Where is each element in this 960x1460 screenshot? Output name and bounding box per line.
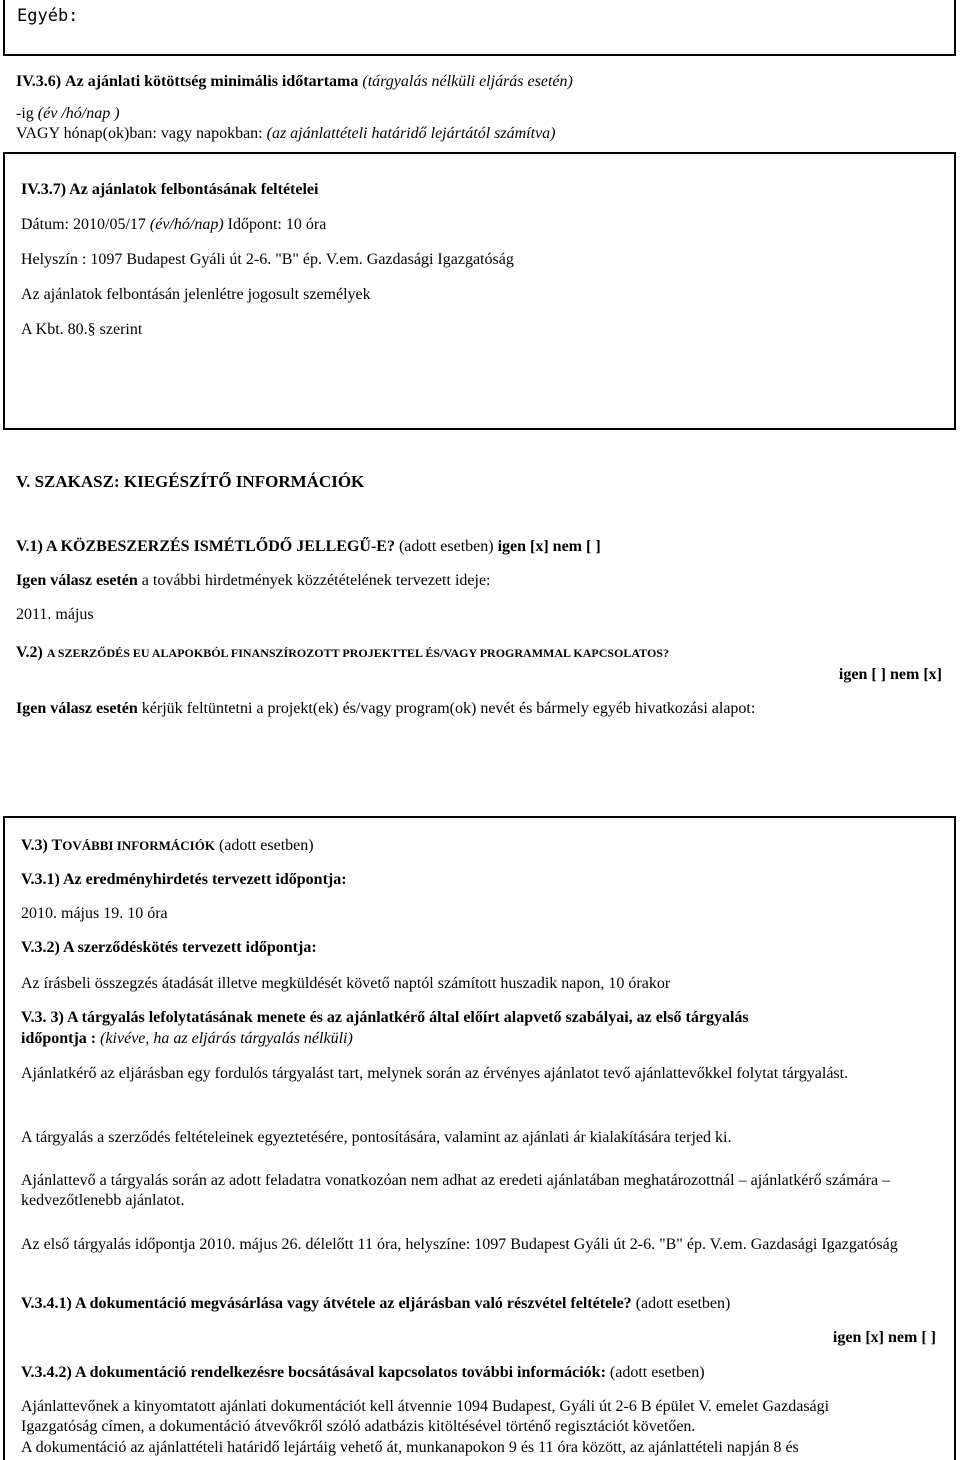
iv37-location: Helyszín : 1097 Budapest Gyáli út 2-6. "B" ép. V.em. Gazdasági Igazgatóság bbox=[21, 251, 514, 268]
v3-title: V.3) TOVÁBBI INFORMÁCIÓK (adott esetben) bbox=[21, 837, 314, 854]
v33-paragraph-4: Az első tárgyalás időpontja 2010. május 26. délelőtt 11 óra, helyszíne: 1097 Budapest Gyáli út 2-6. "B" ép. V.em. Gazdasági Igazgatóság bbox=[21, 1236, 898, 1253]
egyeb-box bbox=[3, 0, 956, 56]
iv36-line2: VAGY hónap(ok)ban: vagy napokban: (az ajánlattételi határidő lejártától számítva) bbox=[16, 125, 556, 142]
iv37-title: IV.3.7) Az ajánlatok felbontásának feltételei bbox=[21, 181, 319, 198]
v32-title: V.3.2) A szerződéskötés tervezett időpontja: bbox=[21, 939, 317, 956]
v342-paragraph-1: Ajánlattevőnek a kinyomtatott ajánlati dokumentációt kell átvennie 1094 Budapest, Gyáli út 2-6 B épület V. emelet Gazdasági Igazgatóság címen, a dokumentáció átvevőkről szóló adatbázis kitöltésével történő regisztációt követően. bbox=[21, 1398, 830, 1435]
v32-answer: Az írásbeli összegzés átadását illetve megküldését követő naptól számított huszadik napon, 10 órakor bbox=[21, 975, 671, 992]
v31-answer: 2010. május 19. 10 óra bbox=[21, 905, 168, 922]
section-iv36-title: IV.3.6) Az ajánlati kötöttség minimális időtartama (tárgyalás nélküli eljárás esetén) bbox=[16, 73, 573, 90]
v3-box bbox=[3, 816, 956, 1460]
v341-question: V.3.4.1) A dokumentáció megvásárlása vagy átvétele az eljárásban való részvétel feltétele? (adott esetben) bbox=[21, 1295, 731, 1312]
v2-yes-no: igen [ ] nem [x] bbox=[838, 666, 942, 683]
v1-question: V.1) A KÖZBESZERZÉS ISMÉTLŐDŐ JELLEGŰ-E? (adott esetben) igen [x] nem [ ] bbox=[16, 538, 601, 555]
v33-title-line1: V.3. 3) A tárgyalás lefolytatásának menete és az ajánlatkérő által előírt alapvető szabályai, az első tárgyalás bbox=[21, 1009, 749, 1026]
iv37-date: Dátum: 2010/05/17 (év/hó/nap) Időpont: 10 óra bbox=[21, 216, 327, 233]
v33-paragraph-1: Ajánlatkérő az eljárásban egy fordulós tárgyalást tart, melynek során az érvényes ajánlatot tevő ajánlattevőkkel folytat tárgyalást. bbox=[21, 1065, 849, 1082]
v33-paragraph-3: Ajánlattevő a tárgyalás során az adott feladatra vonatkozóan nem adhat az eredeti ajánlatában meghatározottnál – ajánlatkérő számára – kedvezőtlenebb ajánlatot. bbox=[21, 1172, 891, 1209]
v33-title-line2: időpontja : (kivéve, ha az eljárás tárgyalás nélküli) bbox=[21, 1030, 353, 1047]
v2-followup: Igen válasz esetén kérjük feltüntetni a projekt(ek) és/vagy program(ok) nevét és bármely egyéb hivatkozási alapot: bbox=[16, 700, 756, 717]
v33-paragraph-2: A tárgyalás a szerződés feltételeinek egyeztetésére, pontosítására, valamint az ajánlati ár kialakítására terjed ki. bbox=[21, 1129, 732, 1146]
section-v-title: V. SZAKASZ: KIEGÉSZÍTŐ INFORMÁCIÓK bbox=[16, 472, 365, 491]
egyeb-label: Egyéb: bbox=[17, 6, 79, 26]
iv37-persons: Az ajánlatok felbontásán jelenlétre jogosult személyek bbox=[21, 286, 371, 303]
v1-followup: Igen válasz esetén a további hirdetmények közzétételének tervezett ideje: bbox=[16, 572, 491, 589]
v31-title: V.3.1) Az eredményhirdetés tervezett időpontja: bbox=[21, 871, 347, 888]
v2-question: V.2) A SZERZŐDÉS EU ALAPOKBÓL FINANSZÍROZOTT PROJEKTTEL ÉS/VAGY PROGRAMMAL KAPCSOLATOS? bbox=[16, 644, 669, 661]
iv37-box bbox=[3, 152, 956, 430]
v1-answer: 2011. május bbox=[16, 606, 94, 623]
v341-yes-no: igen [x] nem [ ] bbox=[832, 1329, 936, 1346]
v342-question: V.3.4.2) A dokumentáció rendelkezésre bocsátásával kapcsolatos további információk: (adott esetben) bbox=[21, 1364, 705, 1381]
v342-paragraph-2: A dokumentáció az ajánlattételi határidő lejártáig vehető át, munkanapokon 9 és 11 óra között, az ajánlattételi napján 8 és bbox=[21, 1439, 799, 1456]
iv36-line1: -ig (év /hó/nap ) bbox=[16, 105, 120, 122]
iv37-kbt: A Kbt. 80.§ szerint bbox=[21, 321, 143, 338]
